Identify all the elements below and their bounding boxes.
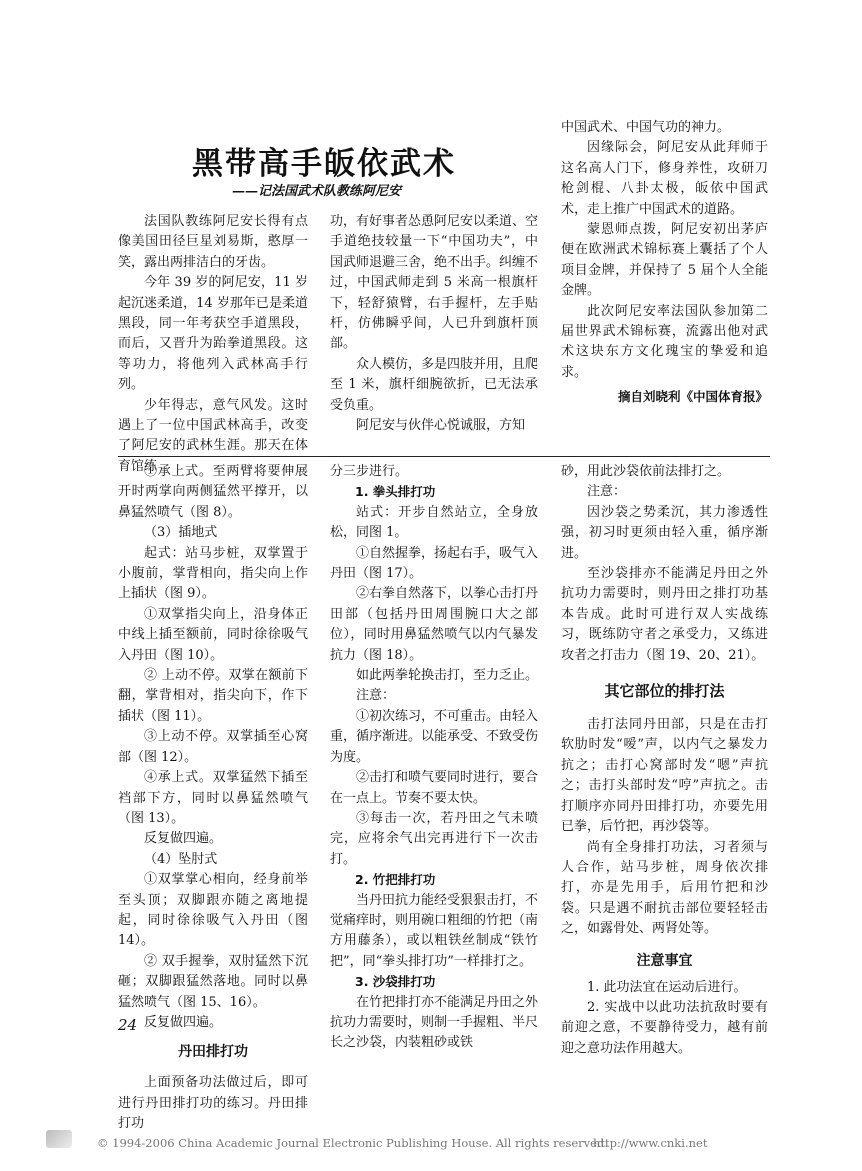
paragraph: ③每击一次，若丹田之气未喷完，应将余气出完再进行下一次击打。 bbox=[330, 810, 538, 867]
paragraph: 阿尼安与伙伴心悦诚服，方知 bbox=[356, 418, 526, 434]
source-credit: 摘自刘晓利《中国体育报》 bbox=[617, 389, 768, 405]
paragraph: ② 上动不停。双掌在额前下翻，掌背相对，指尖向下，作下插状（图 11）。 bbox=[118, 668, 308, 724]
paragraph: ②右拳自然落下，以拳心击打丹田部（包括丹田周围腕口大之部位），同时用鼻猛然喷气以内气暴发抗力（图 18）。 bbox=[330, 586, 539, 663]
section-heading: 注意事宜 bbox=[636, 952, 693, 969]
paragraph: 注意： bbox=[356, 688, 396, 704]
paragraph: ①双掌指尖向上，沿身体正中线上插至额前，同时徐徐吸气入丹田（图 10）。 bbox=[118, 606, 308, 663]
subsection-heading: 3. 沙袋排打功 bbox=[355, 974, 436, 990]
paragraph: 因缘际会，阿尼安从此拜师于这名高人门下，修身养性，攻研刀枪剑棍、八卦太极，皈依中国武术，走上推广中国武术的道路。 bbox=[561, 140, 768, 217]
article-column-3 bbox=[561, 118, 768, 407]
paragraph: ①自然握拳，扬起右手，吸气入丹田（图 17）。 bbox=[330, 545, 539, 582]
paragraph: 2. 实战中以此功法抗敌时要有前迎之意，不要静待受力，越有前迎之意功法作用越大。 bbox=[561, 999, 768, 1056]
paragraph: ② 双手握拳，双肘猛然下沉砸；双脚跟猛然落地。同时以鼻猛然喷气（图 15、16）。 bbox=[118, 953, 308, 1010]
paragraph: 1. 此功法宜在运动后进行。 bbox=[587, 979, 747, 995]
paragraph: 法国队教练阿尼安长得有点像美国田径巨星刘易斯，憨厚一笑，露出两排洁白的牙齿。 bbox=[118, 214, 308, 270]
paragraph: 众人模仿，多是四肢并用，且爬至 1 米，旗杆细腕欲折，已无法承受负重。 bbox=[330, 356, 539, 413]
subsection-heading: 2. 竹把排打功 bbox=[355, 872, 436, 888]
paragraph: 反复做四遍。 bbox=[144, 1014, 223, 1030]
paragraph: 注意： bbox=[587, 484, 627, 500]
paragraph: 击打法同丹田部，只是在击打软肋时发“嗳”声，以内气之暴发力抗之；击打心窝部时发“嗯”声抗之；击打头部时发“哼”声抗之。击打顺序亦同丹田排打功，亦要先用已拳，后竹把，再沙袋等。 bbox=[561, 717, 768, 835]
footer-url[interactable]: http://www.cnki.net bbox=[593, 1136, 708, 1150]
lower-column-1 bbox=[118, 462, 308, 1135]
section-heading: 丹田排打功 bbox=[178, 1044, 248, 1061]
paragraph: 分三步进行。 bbox=[330, 464, 409, 479]
paragraph: 至沙袋排亦不能满足丹田之外抗功力需要时，则丹田之排打功基本告成。此时可进行双人实战练习，既练防守者之承受力，又练进攻者之打击力（图 19、20、21）。 bbox=[561, 566, 768, 663]
paragraph: 当丹田抗力能经受狠狠击打，不觉痛痒时，则用碗口粗细的竹把（南方用藤条），或以粗铁丝制成“铁竹把”，同“拳头排打功”一样排打之。 bbox=[330, 892, 539, 969]
lower-column-3 bbox=[561, 462, 768, 1059]
paragraph: 起式：站马步桩，双掌置于小腹前，掌背相向，指尖向上作上插状（图 9）。 bbox=[118, 545, 308, 602]
paragraph: （4）坠肘式 bbox=[144, 851, 218, 867]
paragraph: 砂，用此沙袋依前法排打之。 bbox=[561, 464, 731, 479]
paragraph: （3）插地式 bbox=[144, 525, 218, 541]
paragraph: 此次阿尼安率法国队参加第二届世界武术锦标赛，流露出他对武术这块东方文化瑰宝的挚爱和追求。 bbox=[561, 303, 768, 380]
copyright-notice: © 1994-2006 China Academic Journal Electronic Publishing House. All rights reserved. bbox=[97, 1136, 608, 1150]
article-divider bbox=[118, 456, 770, 457]
lower-column-2 bbox=[330, 462, 538, 1054]
article-title: 黑带高手皈依武术 bbox=[192, 146, 456, 182]
paragraph: 中国武术、中国气功的神力。 bbox=[561, 120, 731, 135]
paragraph: 功，有好事者怂恿阿尼安以柔道、空手道绝技较量一下“中国功夫”，中国武师退避三舍，绝不出手。纠缠不过，中国武师走到 5 米高一根旗杆下，轻舒猿臂，右手握杆，左手贴杆，仿佛瞬乎间，人已升到旗杆顶部。 bbox=[330, 214, 539, 352]
section-heading: 其它部位的排打法 bbox=[604, 682, 725, 701]
paragraph: ①承上式。至两臂将要伸展开时两掌向两侧猛然平撑开，以鼻猛然喷气（图 8）。 bbox=[118, 464, 308, 520]
publisher-logo-icon bbox=[46, 1130, 72, 1148]
article-subtitle: ——记法国武术队教练阿尼安 bbox=[232, 184, 402, 199]
paragraph: 在竹把排打亦不能满足丹田之外抗功力需要时，则制一手握粗、半尺长之沙袋，内装粗砂或铁 bbox=[330, 994, 539, 1051]
paragraph: 尚有全身排打功法，习者须与人合作，站马步桩，周身依次排打，亦是先用手，后用竹把和沙袋。只是遇不耐抗击部位要轻轻击之，如露骨处、两肾处等。 bbox=[561, 839, 768, 937]
article-column-1 bbox=[118, 212, 308, 477]
paragraph: 上面预备功法做过后，即可进行丹田排打功的练习。丹田排打功 bbox=[118, 1075, 308, 1132]
paragraph: 反复做四遍。 bbox=[144, 831, 223, 847]
page-number: 24 bbox=[118, 1016, 138, 1034]
paragraph: ③上动不停。双掌插至心窝部（图 12）。 bbox=[118, 729, 308, 765]
paragraph: 少年得志，意气风发。这时遇上了一位中国武林高手，改变了阿尼安的武林生涯。那天在体育馆练 bbox=[118, 397, 308, 474]
paragraph: 如此两拳轮换击打，至力乏止。 bbox=[356, 668, 539, 684]
paragraph: ②击打和喷气要同时进行，要合在一点上。节奏不要太快。 bbox=[330, 770, 539, 806]
paragraph: 蒙恩师点拨，阿尼安初出茅庐便在欧洲武术锦标赛上囊括了个人项目金牌，并保持了 5 届个人全能金牌。 bbox=[561, 222, 768, 299]
article-column-2 bbox=[330, 212, 538, 436]
paragraph: ①双掌掌心相向，经身前举至头顶；双脚跟亦随之离地提起，同时徐徐吸气入丹田（图 14）。 bbox=[118, 872, 308, 949]
paragraph: 今年 39 岁的阿尼安，11 岁起沉迷柔道，14 岁那年已是柔道黑段，同一年考获空手道黑段，而后，又晋升为跆拳道黑段。这等功力，将他列入武林高手行列。 bbox=[118, 275, 308, 393]
paragraph: ①初次练习，不可重击。由轻入重，循序渐进。以能承受、不致受伤为度。 bbox=[330, 708, 539, 765]
paragraph: 因沙袋之势柔沉，其力渗透性强，初习时更须由轻入重，循序渐进。 bbox=[561, 504, 768, 561]
subsection-heading: 1. 拳头排打功 bbox=[355, 484, 436, 500]
paragraph: ④承上式。双掌猛然下插至裆部下方，同时以鼻猛然喷气（图 13）。 bbox=[118, 770, 308, 826]
paragraph: 站式：开步自然站立，全身放松，同图 1。 bbox=[330, 504, 538, 541]
